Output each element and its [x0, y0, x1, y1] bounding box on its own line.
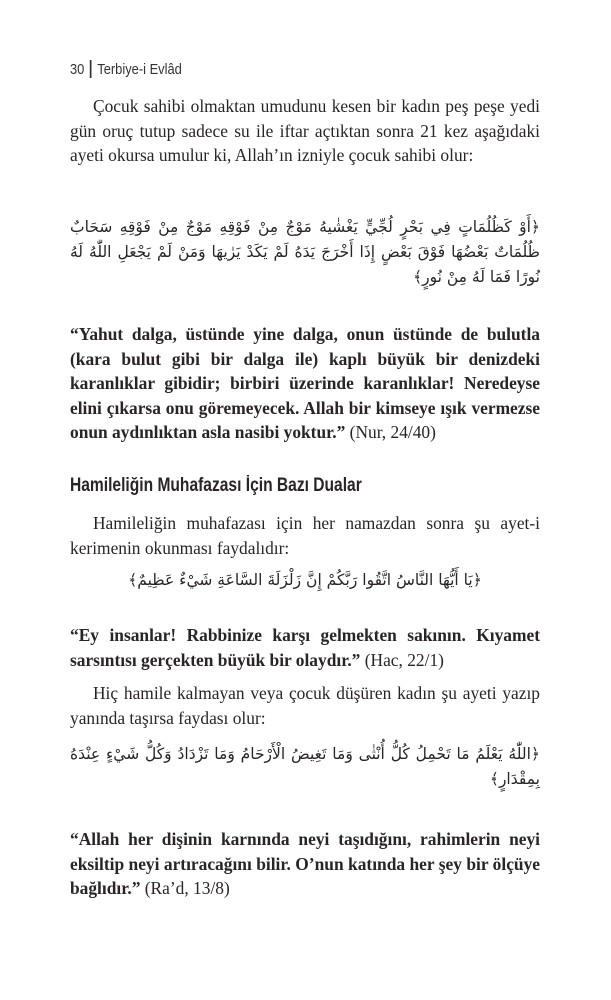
verse-translation-block	[70, 827, 540, 901]
page-number: 30	[70, 60, 85, 78]
arabic-verse: ﴿يَا أَيُّهَا النَّاسُ اتَّقُوا رَبَّكُمْ إِنَّ زَلْزَلَةَ السَّاعَةِ شَيْءٌ عَظِيمٌ﴾	[128, 571, 482, 589]
verse-translation	[70, 623, 540, 672]
verse-translation-block	[70, 623, 540, 672]
book-title: Terbiye-i Evlâd	[97, 60, 182, 78]
verse-translation-block	[70, 322, 540, 445]
translation-text: “Allah her dişinin karnında neyi taşıdığını, rahimlerin neyi eksiltip neyi artıracağını bilir. O’nun katında her şey bir ölçüye bağlıdır.”	[70, 829, 540, 899]
arabic-verse-block	[70, 742, 540, 792]
intro-paragraph: Hiç hamile kalmayan veya çocuk düşüren kadın şu ayeti yazıp yanında taşırsa faydası olur:	[70, 683, 540, 728]
arabic-verse: ﴿اللّٰهُ يَعْلَمُ مَا تَحْمِلُ كُلُّ أُنْثٰى وَمَا تَغِيضُ الْأَرْحَامُ وَمَا تَزْدَادُ وَكُلُّ شَيْءٍ عِنْدَهُ بِمِقْدَارٍ﴾	[70, 745, 540, 788]
arabic-verse-block	[70, 215, 540, 290]
section-heading-block	[70, 475, 540, 497]
verse-reference: (Nur, 24/40)	[349, 422, 436, 443]
arabic-verse: ﴿أَوْ كَظُلُمَاتٍ فِي بَحْرٍ لُجِّيٍّ يَغْشٰيهُ مَوْجٌ مِنْ فَوْقِهِ مَوْجٌ مِنْ فَوْقِهِ سَحَابٌ ظُلُمَاتٌ بَعْضُهَا فَوْقَ بَعْضٍ إِذَا أَخْرَجَ يَدَهُ لَمْ يَكَدْ يَرٰيهَا وَمَنْ لَمْ يَجْعَلِ اللّٰهُ لَهُ نُورًا فَمَا لَهُ مِنْ نُورٍ﴾	[70, 218, 540, 286]
verse-translation	[70, 827, 540, 901]
section-pregnancy	[70, 511, 540, 560]
verse-reference: (Hac, 22/1)	[364, 649, 444, 670]
intro-paragraph: Çocuk sahibi olmaktan umudunu kesen bir kadın peş peşe yedi gün oruç tutup sadece su ile iftar açtıktan sonra 21 kez aşağıdaki ayeti okursa umulur ki, Allah’ın izniyle çocuk sahibi olur:	[70, 96, 540, 166]
intro-paragraph: Hamileliğin muhafazası için her namazdan sonra şu ayet-i kerimenin okunması faydalıdır:	[70, 513, 540, 558]
translation-text: “Ey insanlar! Rabbinize karşı gelmekten sakının. Kıyamet sarsıntısı gerçekten büyük bir olaydır.”	[70, 625, 540, 670]
running-header	[70, 60, 182, 78]
section-carrying	[70, 681, 540, 730]
verse-translation	[70, 322, 540, 445]
arabic-verse-block	[70, 568, 540, 593]
translation-text: “Yahut dalga, üstünde yine dalga, onun üstünde de bulutla (kara bulut gibi bir dalga ile) kaplı büyük bir denizdeki karanlıklar gibidir; birbiri üzerinde karanlıklar! Neredeyse elini çıkarsa onu göremeyecek. Allah bir kimseye ışık vermezse onun aydınlıktan asla nasibi yoktur.”	[70, 324, 540, 443]
verse-reference: (Ra’d, 13/8)	[144, 878, 230, 899]
header-divider	[90, 60, 92, 78]
section-heading: Hamileliğin Muhafazası İçin Bazı Dualar	[70, 475, 362, 496]
section-childlessness	[70, 94, 540, 168]
